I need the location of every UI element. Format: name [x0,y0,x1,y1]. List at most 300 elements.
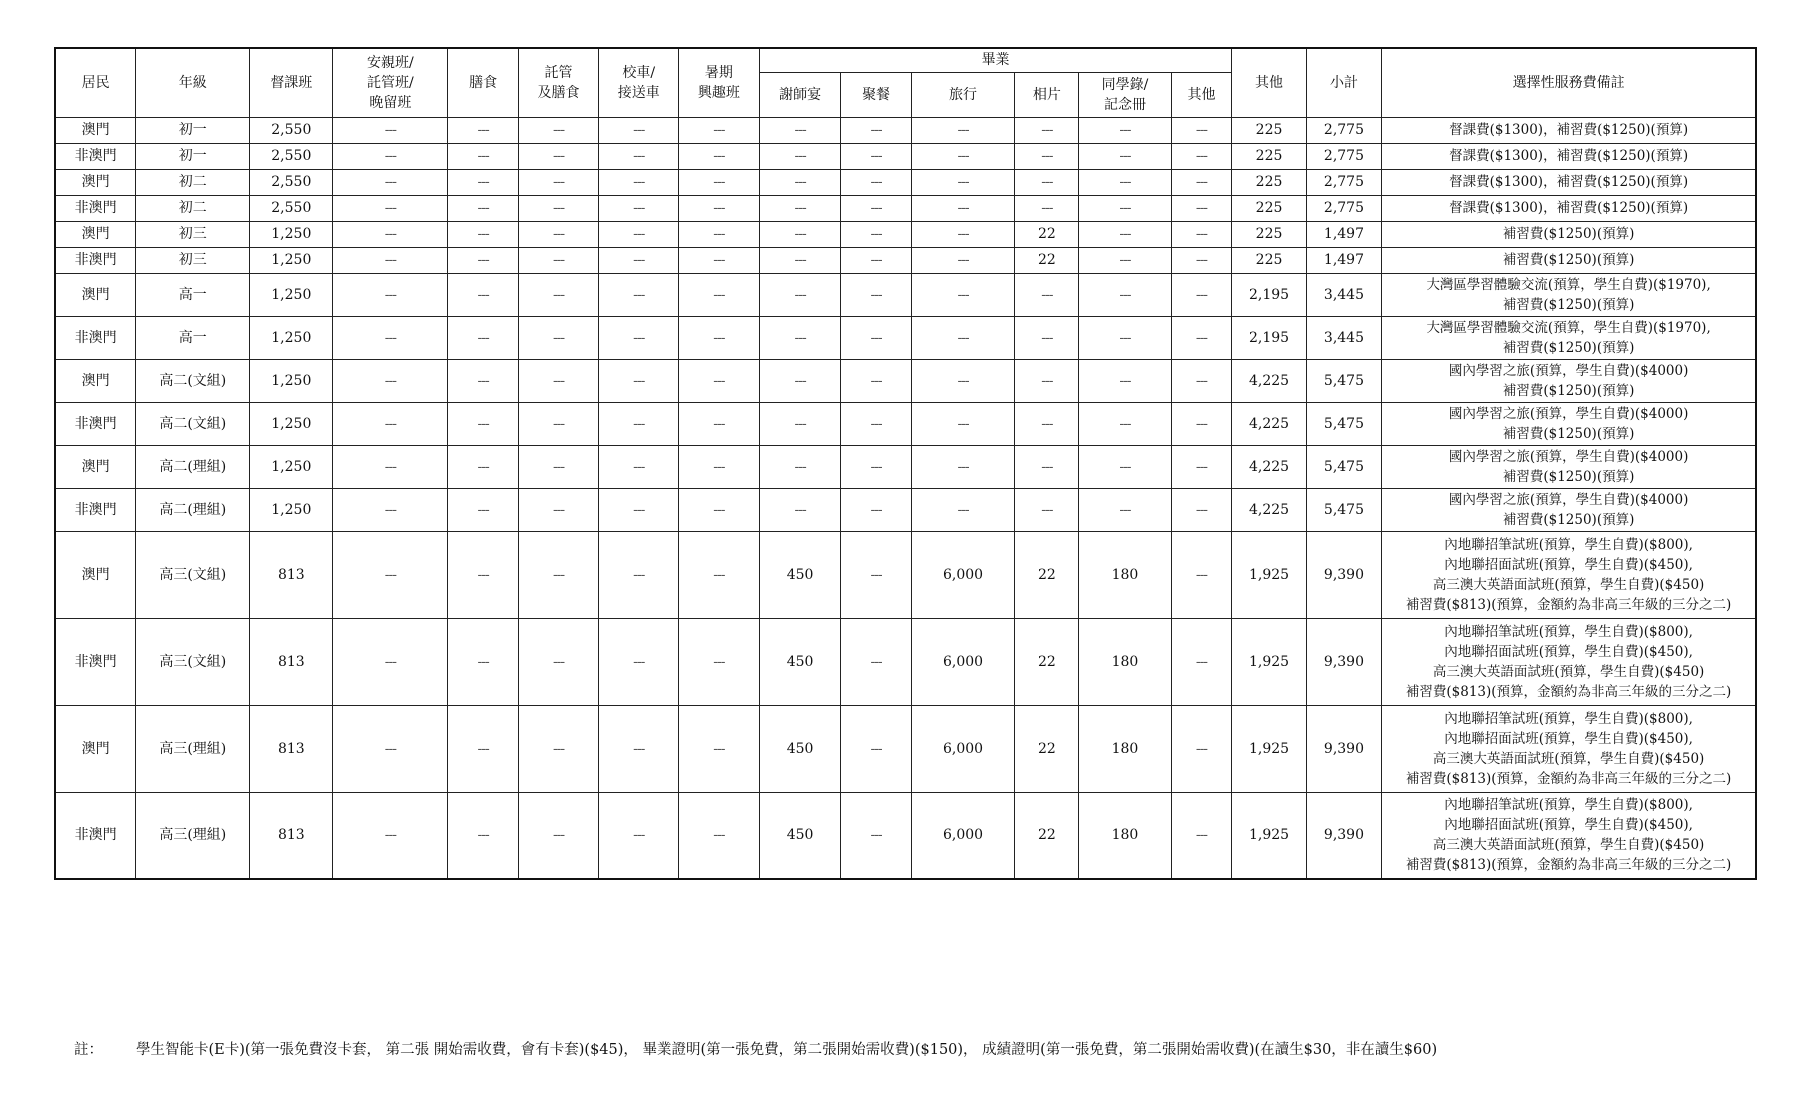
cell-other: 1,925 [1232,531,1306,618]
cell-grad-dinner: --- [841,488,911,531]
cell-grad-photo: --- [1015,273,1079,316]
cell-subtotal: 2,775 [1306,195,1381,221]
cell-meals: --- [448,221,518,247]
cell-custody-meals: --- [518,143,599,169]
cell-care-class: --- [333,359,448,402]
cell-grad-dinner: --- [841,316,911,359]
cell-care-class: --- [333,531,448,618]
cell-summer: --- [679,169,760,195]
cell-supervision: 813 [250,705,333,792]
cell-summer: --- [679,221,760,247]
cell-grad-dinner: --- [841,117,911,143]
cell-school-bus: --- [599,445,679,488]
cell-remarks: 督課費($1300)，補習費($1250)(預算) [1382,169,1756,195]
cell-grade: 初一 [136,117,250,143]
header-care-class: 安親班/ 託管班/ 晚留班 [333,48,448,117]
cell-grad-other: --- [1171,117,1232,143]
cell-remarks: 大灣區學習體驗交流(預算，學生自費)($1970), 補習費($1250)(預算) [1382,273,1756,316]
cell-supervision: 2,550 [250,143,333,169]
cell-custody-meals: --- [518,117,599,143]
cell-care-class: --- [333,117,448,143]
cell-subtotal: 9,390 [1306,618,1381,705]
cell-subtotal: 1,497 [1306,221,1381,247]
cell-grad-yearbook: --- [1079,195,1171,221]
cell-school-bus: --- [599,143,679,169]
cell-subtotal: 2,775 [1306,143,1381,169]
cell-grad-yearbook: 180 [1079,531,1171,618]
cell-grad-photo: 22 [1015,705,1079,792]
cell-grad-other: --- [1171,402,1232,445]
cell-meals: --- [448,143,518,169]
cell-custody-meals: --- [518,402,599,445]
cell-grad-banquet: --- [759,273,841,316]
cell-grad-other: --- [1171,618,1232,705]
cell-school-bus: --- [599,247,679,273]
cell-grad-trip: --- [911,445,1015,488]
cell-grad-banquet: --- [759,195,841,221]
cell-supervision: 1,250 [250,402,333,445]
cell-grad-other: --- [1171,488,1232,531]
cell-school-bus: --- [599,117,679,143]
cell-grade: 初三 [136,247,250,273]
cell-summer: --- [679,488,760,531]
cell-custody-meals: --- [518,169,599,195]
header-grad-yearbook: 同學錄/ 記念冊 [1079,72,1171,117]
cell-grad-banquet: --- [759,221,841,247]
table-row [55,221,1756,247]
cell-resident: 非澳門 [55,402,136,445]
cell-other: 225 [1232,117,1306,143]
table-row [55,488,1756,531]
cell-grad-yearbook: --- [1079,169,1171,195]
cell-grad-yearbook: 180 [1079,618,1171,705]
cell-supervision: 1,250 [250,247,333,273]
cell-grade: 高二(文組) [136,402,250,445]
table-row [55,531,1756,618]
cell-grad-yearbook: --- [1079,247,1171,273]
table-row [55,169,1756,195]
cell-school-bus: --- [599,488,679,531]
header-meals: 膳食 [448,48,518,117]
cell-remarks: 內地聯招筆試班(預算，學生自費)($800), 內地聯招面試班(預算，學生自費)($450), 高三澳大英語面試班(預算，學生自費)($450) 補習費($813)(預算，金額約為非高三年級的三分之二) [1382,531,1756,618]
cell-other: 1,925 [1232,618,1306,705]
cell-school-bus: --- [599,618,679,705]
table-body [55,117,1756,879]
cell-grad-photo: --- [1015,316,1079,359]
table-row [55,247,1756,273]
cell-other: 4,225 [1232,359,1306,402]
cell-remarks: 國內學習之旅(預算，學生自費)($4000) 補習費($1250)(預算) [1382,488,1756,531]
cell-grad-trip: --- [911,143,1015,169]
cell-grad-photo: --- [1015,402,1079,445]
cell-resident: 非澳門 [55,618,136,705]
cell-resident: 澳門 [55,117,136,143]
cell-summer: --- [679,402,760,445]
cell-summer: --- [679,792,760,879]
cell-other: 4,225 [1232,445,1306,488]
cell-supervision: 813 [250,531,333,618]
cell-school-bus: --- [599,359,679,402]
cell-other: 4,225 [1232,488,1306,531]
cell-grad-trip: 6,000 [911,792,1015,879]
cell-custody-meals: --- [518,618,599,705]
cell-grad-other: --- [1171,531,1232,618]
header-custody-meals: 託管 及膳食 [518,48,599,117]
table-row [55,143,1756,169]
cell-resident: 澳門 [55,221,136,247]
table-row [55,117,1756,143]
header-grad-dinner: 聚餐 [841,72,911,117]
cell-grad-dinner: --- [841,169,911,195]
cell-grad-other: --- [1171,359,1232,402]
footer-note [74,1038,1437,1059]
cell-meals: --- [448,445,518,488]
cell-care-class: --- [333,618,448,705]
cell-grad-photo: 22 [1015,792,1079,879]
cell-care-class: --- [333,792,448,879]
cell-summer: --- [679,117,760,143]
cell-remarks: 督課費($1300)，補習費($1250)(預算) [1382,143,1756,169]
cell-subtotal: 9,390 [1306,531,1381,618]
cell-grad-trip: 6,000 [911,705,1015,792]
cell-remarks: 國內學習之旅(預算，學生自費)($4000) 補習費($1250)(預算) [1382,359,1756,402]
cell-grad-dinner: --- [841,618,911,705]
cell-grad-banquet: --- [759,488,841,531]
cell-custody-meals: --- [518,531,599,618]
cell-supervision: 1,250 [250,359,333,402]
cell-summer: --- [679,273,760,316]
cell-grad-other: --- [1171,221,1232,247]
cell-grade: 初一 [136,143,250,169]
cell-grad-dinner: --- [841,531,911,618]
cell-meals: --- [448,359,518,402]
cell-remarks: 補習費($1250)(預算) [1382,247,1756,273]
cell-remarks: 內地聯招筆試班(預算，學生自費)($800), 內地聯招面試班(預算，學生自費)($450), 高三澳大英語面試班(預算，學生自費)($450) 補習費($813)(預算，金額約為非高三年級的三分之二) [1382,618,1756,705]
header-resident: 居民 [55,48,136,117]
cell-grad-photo: --- [1015,488,1079,531]
cell-grade: 初三 [136,221,250,247]
cell-remarks: 大灣區學習體驗交流(預算，學生自費)($1970), 補習費($1250)(預算) [1382,316,1756,359]
cell-grad-yearbook: --- [1079,402,1171,445]
cell-grade: 高二(理組) [136,488,250,531]
cell-school-bus: --- [599,273,679,316]
fee-table [54,47,1757,880]
table-row [55,195,1756,221]
cell-summer: --- [679,705,760,792]
header-subtotal: 小計 [1306,48,1381,117]
header-grade: 年級 [136,48,250,117]
cell-grad-trip: --- [911,359,1015,402]
cell-grad-yearbook: 180 [1079,705,1171,792]
cell-grad-photo: --- [1015,143,1079,169]
table-row [55,273,1756,316]
cell-custody-meals: --- [518,792,599,879]
cell-grad-other: --- [1171,195,1232,221]
cell-grade: 初二 [136,169,250,195]
cell-resident: 澳門 [55,359,136,402]
cell-school-bus: --- [599,169,679,195]
cell-grad-banquet: --- [759,402,841,445]
table-row [55,445,1756,488]
cell-grad-other: --- [1171,316,1232,359]
cell-summer: --- [679,247,760,273]
cell-meals: --- [448,316,518,359]
cell-school-bus: --- [599,705,679,792]
cell-care-class: --- [333,143,448,169]
cell-grad-dinner: --- [841,402,911,445]
cell-grad-trip: --- [911,488,1015,531]
cell-care-class: --- [333,169,448,195]
cell-custody-meals: --- [518,445,599,488]
cell-grad-yearbook: --- [1079,221,1171,247]
cell-other: 225 [1232,195,1306,221]
header-graduation: 畢業 [759,48,1232,72]
cell-grad-banquet: --- [759,117,841,143]
cell-school-bus: --- [599,195,679,221]
cell-grade: 高二(文組) [136,359,250,402]
cell-subtotal: 5,475 [1306,488,1381,531]
cell-care-class: --- [333,273,448,316]
header-summer: 暑期 興趣班 [679,48,760,117]
cell-remarks: 督課費($1300)，補習費($1250)(預算) [1382,117,1756,143]
cell-supervision: 2,550 [250,169,333,195]
cell-remarks: 內地聯招筆試班(預算，學生自費)($800), 內地聯招面試班(預算，學生自費)($450), 高三澳大英語面試班(預算，學生自費)($450) 補習費($813)(預算，金額約為非高三年級的三分之二) [1382,792,1756,879]
cell-remarks: 內地聯招筆試班(預算，學生自費)($800), 內地聯招面試班(預算，學生自費)($450), 高三澳大英語面試班(預算，學生自費)($450) 補習費($813)(預算，金額約為非高三年級的三分之二) [1382,705,1756,792]
cell-grad-banquet: --- [759,247,841,273]
cell-grad-photo: --- [1015,359,1079,402]
table-row [55,316,1756,359]
cell-custody-meals: --- [518,488,599,531]
cell-custody-meals: --- [518,247,599,273]
cell-other: 4,225 [1232,402,1306,445]
header-grad-banquet: 謝師宴 [759,72,841,117]
cell-care-class: --- [333,705,448,792]
cell-subtotal: 3,445 [1306,316,1381,359]
cell-resident: 澳門 [55,531,136,618]
cell-supervision: 1,250 [250,273,333,316]
cell-grad-photo: 22 [1015,221,1079,247]
cell-grad-banquet: 450 [759,618,841,705]
cell-school-bus: --- [599,316,679,359]
cell-custody-meals: --- [518,273,599,316]
cell-resident: 非澳門 [55,792,136,879]
cell-grad-trip: --- [911,117,1015,143]
cell-care-class: --- [333,247,448,273]
cell-grad-other: --- [1171,143,1232,169]
cell-grad-other: --- [1171,169,1232,195]
cell-summer: --- [679,359,760,402]
cell-grade: 高三(文組) [136,531,250,618]
cell-grad-banquet: 450 [759,705,841,792]
cell-grad-yearbook: --- [1079,488,1171,531]
cell-meals: --- [448,273,518,316]
cell-grad-trip: --- [911,247,1015,273]
header-grad-photo: 相片 [1015,72,1079,117]
cell-other: 225 [1232,143,1306,169]
cell-grad-trip: --- [911,169,1015,195]
cell-grad-trip: --- [911,195,1015,221]
cell-custody-meals: --- [518,316,599,359]
cell-grad-dinner: --- [841,143,911,169]
table-row [55,705,1756,792]
cell-grad-dinner: --- [841,792,911,879]
cell-meals: --- [448,195,518,221]
cell-grad-dinner: --- [841,195,911,221]
table-row [55,618,1756,705]
cell-grad-yearbook: --- [1079,143,1171,169]
cell-school-bus: --- [599,402,679,445]
cell-care-class: --- [333,445,448,488]
cell-grad-yearbook: --- [1079,359,1171,402]
cell-meals: --- [448,531,518,618]
cell-grad-other: --- [1171,445,1232,488]
cell-meals: --- [448,117,518,143]
cell-grad-banquet: 450 [759,531,841,618]
cell-other: 2,195 [1232,273,1306,316]
cell-grad-yearbook: --- [1079,273,1171,316]
table-header [55,48,1756,117]
cell-grad-banquet: --- [759,445,841,488]
cell-subtotal: 1,497 [1306,247,1381,273]
cell-grad-other: --- [1171,273,1232,316]
cell-grad-dinner: --- [841,247,911,273]
cell-supervision: 1,250 [250,316,333,359]
cell-meals: --- [448,488,518,531]
cell-resident: 非澳門 [55,488,136,531]
cell-subtotal: 5,475 [1306,359,1381,402]
cell-supervision: 1,250 [250,445,333,488]
cell-care-class: --- [333,402,448,445]
cell-grade: 初二 [136,195,250,221]
cell-resident: 非澳門 [55,316,136,359]
cell-school-bus: --- [599,221,679,247]
cell-meals: --- [448,705,518,792]
cell-grade: 高二(理組) [136,445,250,488]
cell-care-class: --- [333,488,448,531]
cell-grad-trip: 6,000 [911,618,1015,705]
cell-remarks: 督課費($1300)，補習費($1250)(預算) [1382,195,1756,221]
cell-care-class: --- [333,221,448,247]
cell-grade: 高一 [136,316,250,359]
cell-meals: --- [448,402,518,445]
table-row [55,792,1756,879]
cell-grad-photo: 22 [1015,618,1079,705]
header-other: 其他 [1232,48,1306,117]
cell-subtotal: 2,775 [1306,169,1381,195]
cell-meals: --- [448,792,518,879]
header-grad-trip: 旅行 [911,72,1015,117]
cell-other: 225 [1232,247,1306,273]
cell-grad-other: --- [1171,247,1232,273]
cell-summer: --- [679,143,760,169]
cell-remarks: 補習費($1250)(預算) [1382,221,1756,247]
cell-supervision: 1,250 [250,221,333,247]
cell-supervision: 2,550 [250,117,333,143]
table-row [55,359,1756,402]
cell-resident: 澳門 [55,169,136,195]
table-row [55,402,1756,445]
cell-subtotal: 9,390 [1306,792,1381,879]
cell-grad-yearbook: 180 [1079,792,1171,879]
cell-grad-trip: --- [911,316,1015,359]
cell-meals: --- [448,618,518,705]
cell-subtotal: 5,475 [1306,445,1381,488]
cell-grad-banquet: --- [759,359,841,402]
cell-grad-photo: --- [1015,445,1079,488]
cell-grad-photo: --- [1015,169,1079,195]
cell-grade: 高三(文組) [136,618,250,705]
cell-other: 225 [1232,221,1306,247]
cell-grade: 高三(理組) [136,705,250,792]
cell-resident: 非澳門 [55,143,136,169]
cell-summer: --- [679,445,760,488]
cell-grad-dinner: --- [841,273,911,316]
cell-remarks: 國內學習之旅(預算，學生自費)($4000) 補習費($1250)(預算) [1382,402,1756,445]
cell-subtotal: 5,475 [1306,402,1381,445]
cell-summer: --- [679,195,760,221]
cell-summer: --- [679,618,760,705]
cell-grade: 高一 [136,273,250,316]
cell-grad-photo: --- [1015,117,1079,143]
cell-supervision: 1,250 [250,488,333,531]
header-supervision: 督課班 [250,48,333,117]
cell-subtotal: 2,775 [1306,117,1381,143]
cell-resident: 澳門 [55,445,136,488]
header-remarks: 選擇性服務費備註 [1382,48,1756,117]
cell-school-bus: --- [599,792,679,879]
cell-grad-banquet: --- [759,143,841,169]
cell-grad-photo: 22 [1015,247,1079,273]
cell-grad-yearbook: --- [1079,316,1171,359]
cell-resident: 非澳門 [55,195,136,221]
cell-subtotal: 3,445 [1306,273,1381,316]
cell-other: 1,925 [1232,705,1306,792]
cell-custody-meals: --- [518,195,599,221]
cell-resident: 澳門 [55,273,136,316]
cell-grad-banquet: --- [759,169,841,195]
cell-grad-dinner: --- [841,445,911,488]
cell-summer: --- [679,316,760,359]
cell-grad-dinner: --- [841,359,911,402]
cell-grad-dinner: --- [841,705,911,792]
cell-care-class: --- [333,316,448,359]
cell-grad-trip: --- [911,273,1015,316]
cell-meals: --- [448,169,518,195]
cell-other: 225 [1232,169,1306,195]
cell-grad-trip: --- [911,221,1015,247]
cell-grad-trip: --- [911,402,1015,445]
cell-grad-banquet: 450 [759,792,841,879]
cell-supervision: 2,550 [250,195,333,221]
cell-care-class: --- [333,195,448,221]
cell-resident: 澳門 [55,705,136,792]
cell-resident: 非澳門 [55,247,136,273]
cell-custody-meals: --- [518,221,599,247]
cell-grad-other: --- [1171,705,1232,792]
cell-summer: --- [679,531,760,618]
cell-grad-photo: 22 [1015,531,1079,618]
cell-school-bus: --- [599,531,679,618]
cell-grad-dinner: --- [841,221,911,247]
cell-subtotal: 9,390 [1306,705,1381,792]
cell-meals: --- [448,247,518,273]
cell-grad-trip: 6,000 [911,531,1015,618]
cell-grad-photo: --- [1015,195,1079,221]
footer-note-text: 學生智能卡(E卡)(第一張免費沒卡套， 第二張 開始需收費，會有卡套)($45)， 畢業證明(第一張免費，第二張開始需收費)($150)， 成績證明(第一張免費，第二張開始需收費)(在讀生$30，非在讀生$60) [136,1042,1438,1058]
header-school-bus: 校車/ 接送車 [599,48,679,117]
cell-grad-yearbook: --- [1079,117,1171,143]
cell-supervision: 813 [250,618,333,705]
